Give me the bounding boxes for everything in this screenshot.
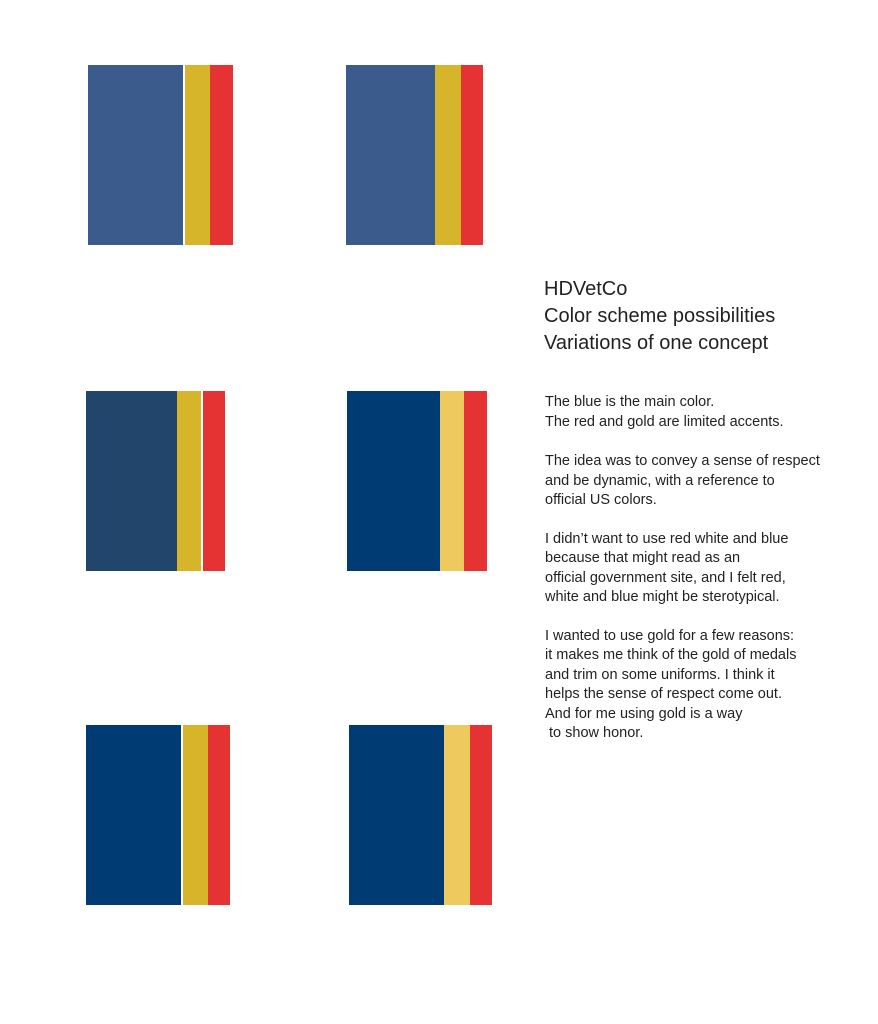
text-line: I didn’t want to use red white and blue xyxy=(545,530,789,547)
swatch-2-blue xyxy=(346,65,435,245)
paragraph-red-white-blue xyxy=(545,530,875,608)
swatch-6 xyxy=(349,725,492,905)
swatch-2-red xyxy=(461,65,483,245)
title-block xyxy=(544,276,874,357)
text-line: And for me using gold is a way xyxy=(545,705,743,722)
swatch-1 xyxy=(88,65,233,245)
swatch-1-red xyxy=(210,65,233,245)
text-line: The idea was to convey a sense of respect xyxy=(545,453,820,469)
text-line: and trim on some uniforms. I think it xyxy=(545,666,775,683)
swatch-1-blue xyxy=(88,65,183,245)
swatch-3-gold xyxy=(177,391,201,571)
swatch-3 xyxy=(86,391,225,571)
description-text xyxy=(545,393,875,744)
swatch-2 xyxy=(346,65,483,245)
swatch-5-gold xyxy=(183,725,208,905)
text-line: to show honor. xyxy=(545,725,644,741)
swatch-5 xyxy=(86,725,230,905)
swatch-6-blue xyxy=(349,725,444,905)
text-line: official US colors. xyxy=(545,492,657,508)
title-tagline: Variations of one concept xyxy=(544,332,769,354)
paragraph-gold xyxy=(545,627,875,744)
swatch-3-red xyxy=(203,391,225,571)
text-line: because that might read as an xyxy=(545,550,741,566)
text-line: official government site, and I felt red, xyxy=(545,569,786,586)
swatch-1-gold xyxy=(185,65,210,245)
swatch-4-gold xyxy=(440,391,464,571)
swatch-5-blue xyxy=(86,725,181,905)
text-line: white and blue might be sterotypical. xyxy=(545,589,780,605)
title-subtitle: Color scheme possibilities xyxy=(544,305,776,327)
swatch-4-blue xyxy=(347,391,440,571)
title-company: HDVetCo xyxy=(544,278,628,300)
text-line: The red and gold are limited accents. xyxy=(545,413,784,430)
swatch-4-red xyxy=(464,391,487,571)
paragraph-main-color xyxy=(545,393,875,432)
swatch-6-red xyxy=(470,725,492,905)
text-line: it makes me think of the gold of medals xyxy=(545,647,797,663)
swatch-2-gold xyxy=(435,65,461,245)
paragraph-idea xyxy=(545,452,875,511)
text-line: helps the sense of respect come out. xyxy=(545,686,782,702)
text-line: I wanted to use gold for a few reasons: xyxy=(545,627,795,644)
text-line: and be dynamic, with a reference to xyxy=(545,472,775,489)
swatch-3-blue xyxy=(86,391,177,571)
text-line: The blue is the main color. xyxy=(545,394,715,410)
swatch-4 xyxy=(347,391,487,571)
swatch-6-gold xyxy=(444,725,470,905)
swatch-5-red xyxy=(208,725,230,905)
